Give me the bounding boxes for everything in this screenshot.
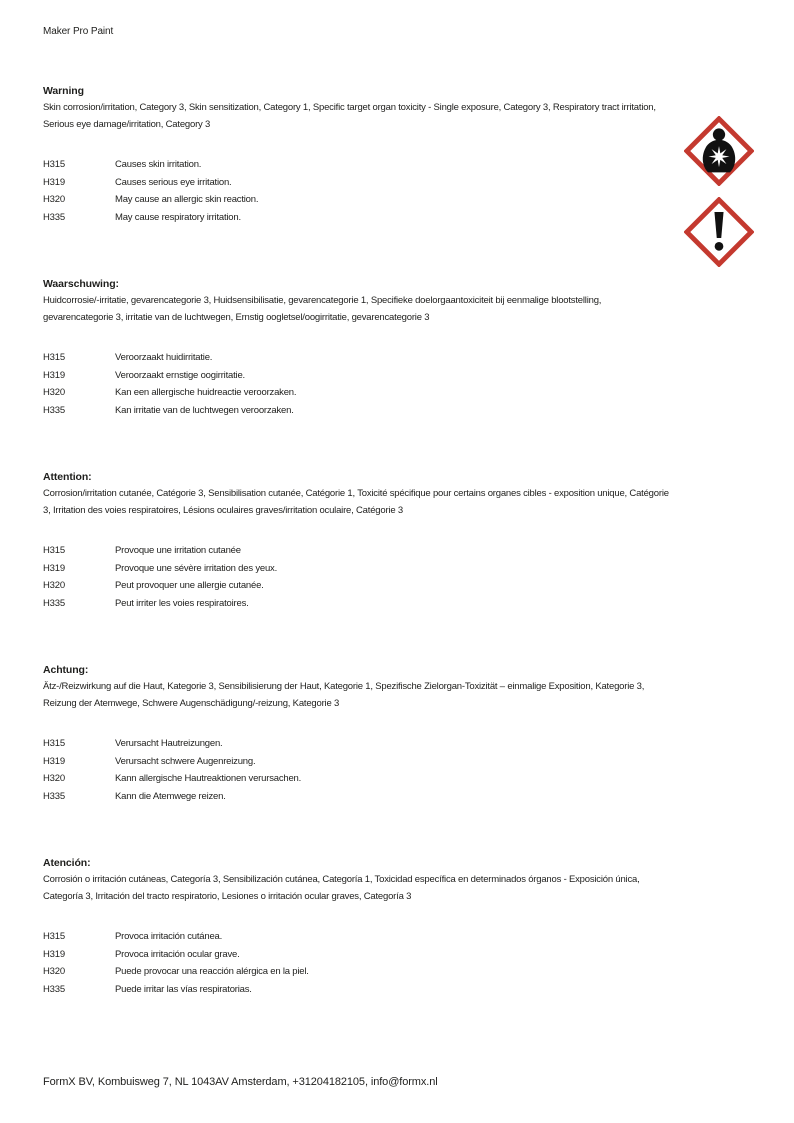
hazard-text: Provoque une sévère irritation des yeux. (115, 562, 278, 574)
hazard-section-french (43, 471, 670, 612)
hazard-section-spanish (43, 857, 670, 998)
hazard-statement-row (43, 191, 670, 209)
hazard-text: Veroorzaakt huidirritatie. (115, 352, 213, 363)
signal-word: Warning (43, 85, 84, 97)
hazard-text: Veroorzaakt ernstige oogirritatie. (115, 369, 245, 381)
hazard-label-content (43, 85, 670, 1050)
signal-word: Achtung: (43, 664, 89, 676)
hazard-statement-row (43, 928, 670, 946)
classification-text: Skin corrosion/irritation, Category 3, Skin sensitization, Category 1, Specific target organ toxicity - Single exposure, Category 3, Respiratory tract irritation, Serious eye damage/irritation, Category 3 (43, 102, 656, 130)
hazard-text: Causes serious eye irritation. (115, 176, 232, 188)
hazard-text: May cause respiratory irritation. (115, 211, 241, 223)
hazard-text: Provoca irritación ocular grave. (115, 948, 240, 960)
hazard-statement-row (43, 156, 670, 174)
hazard-statement-row (43, 753, 670, 771)
hazard-statement-row (43, 770, 670, 788)
hazard-statement-row (43, 174, 670, 192)
signal-word: Attention: (43, 471, 92, 483)
hazard-code: H320 (43, 773, 65, 784)
hazard-code: H315 (43, 931, 65, 942)
hazard-code: H319 (43, 755, 65, 767)
hazard-section-english (43, 85, 670, 226)
hazard-statements (43, 735, 670, 805)
hazard-text: Kan irritatie van de luchtwegen veroorzaken. (115, 404, 294, 416)
hazard-text: May cause an allergic skin reaction. (115, 194, 259, 205)
hazard-statements (43, 928, 670, 998)
hazard-text: Peut irriter les voies respiratoires. (115, 597, 249, 609)
hazard-code: H319 (43, 948, 65, 960)
hazard-statement-row (43, 209, 670, 227)
product-title: Maker Pro Paint (43, 26, 114, 37)
classification-text: Ätz-/Reizwirkung auf die Haut, Kategorie 3, Sensibilisierung der Haut, Kategorie 1, Spezifische Zielorgan-Toxizität – einmalige Exposition, Kategorie 3, Reizung der Atemwege, Schwere Augenschädigung/-reizung, Kategorie 3 (43, 681, 645, 709)
ghs07-exclamation-mark-icon (684, 197, 754, 267)
hazard-code: H320 (43, 387, 65, 398)
hazard-text: Kan een allergische huidreactie veroorzaken. (115, 387, 297, 398)
hazard-code: H315 (43, 545, 65, 556)
hazard-code: H320 (43, 194, 65, 205)
hazard-code: H319 (43, 562, 65, 574)
ghs08-health-hazard-icon (684, 116, 754, 186)
hazard-text: Provoca irritación cutánea. (115, 931, 223, 942)
signal-word: Waarschuwing: (43, 278, 119, 290)
hazard-text: Causes skin irritation. (115, 159, 202, 170)
hazard-text: Verursacht schwere Augenreizung. (115, 755, 256, 767)
classification-text: Huidcorrosie/-irritatie, gevarencategorie 3, Huidsensibilisatie, gevarencategorie 1, Specifieke doelorgaantoxiciteit bij eenmalige blootstelling, gevarencategorie 3, irritatie van de luchtwegen, Ernstig oogletsel/oogirritatie, gevarencategorie 3 (43, 295, 602, 323)
hazard-text: Puede irritar las vías respiratorias. (115, 983, 252, 995)
supplier-info: FormX BV, Kombuisweg 7, NL 1043AV Amsterdam, +31204182105, info@formx.nl (43, 1076, 438, 1088)
hazard-statement-row (43, 384, 670, 402)
hazard-text: Provoque une irritation cutanée (115, 545, 241, 556)
hazard-statement-row (43, 542, 670, 560)
hazard-code: H335 (43, 597, 65, 609)
classification-text: Corrosión o irritación cutáneas, Categoría 3, Sensibilización cutánea, Categoría 1, Toxicidad específica en determinados órganos - Exposición única, Categoría 3, Irritación del tracto respiratorio, Lesiones o irritación ocular graves, Categoría 3 (43, 874, 640, 902)
hazard-code: H315 (43, 352, 65, 363)
hazard-text: Kann die Atemwege reizen. (115, 790, 226, 802)
hazard-code: H315 (43, 738, 65, 749)
hazard-code: H335 (43, 211, 65, 223)
classification-text: Corrosion/irritation cutanée, Catégorie 3, Sensibilisation cutanée, Catégorie 1, Toxicité spécifique pour certains organes cibles - exposition unique, Catégorie 3, Irritation des voies respiratoires, Lésions oculaires graves/irritation oculaire, Catégorie 3 (43, 488, 669, 516)
hazard-text: Peut provoquer une allergie cutanée. (115, 580, 264, 591)
hazard-code: H319 (43, 176, 65, 188)
hazard-statement-row (43, 577, 670, 595)
hazard-code: H319 (43, 369, 65, 381)
hazard-code: H320 (43, 966, 65, 977)
hazard-text: Kann allergische Hautreaktionen verursachen. (115, 773, 302, 784)
ghs-pictograms (684, 116, 754, 267)
hazard-statement-row (43, 402, 670, 420)
hazard-statements (43, 349, 670, 419)
hazard-text: Puede provocar una reacción alérgica en la piel. (115, 966, 309, 977)
hazard-statement-row (43, 963, 670, 981)
hazard-statement-row (43, 946, 670, 964)
hazard-statement-row (43, 595, 670, 613)
hazard-code: H335 (43, 404, 65, 416)
hazard-statement-row (43, 788, 670, 806)
hazard-statement-row (43, 735, 670, 753)
hazard-statement-row (43, 560, 670, 578)
hazard-statements (43, 542, 670, 612)
hazard-code: H320 (43, 580, 65, 591)
hazard-statement-row (43, 367, 670, 385)
hazard-code: H315 (43, 159, 65, 170)
hazard-section-dutch (43, 278, 670, 419)
hazard-text: Verursacht Hautreizungen. (115, 738, 223, 749)
hazard-code: H335 (43, 983, 65, 995)
hazard-statement-row (43, 349, 670, 367)
hazard-section-german (43, 664, 670, 805)
hazard-statements (43, 156, 670, 226)
hazard-statement-row (43, 981, 670, 999)
signal-word: Atención: (43, 857, 91, 869)
hazard-code: H335 (43, 790, 65, 802)
